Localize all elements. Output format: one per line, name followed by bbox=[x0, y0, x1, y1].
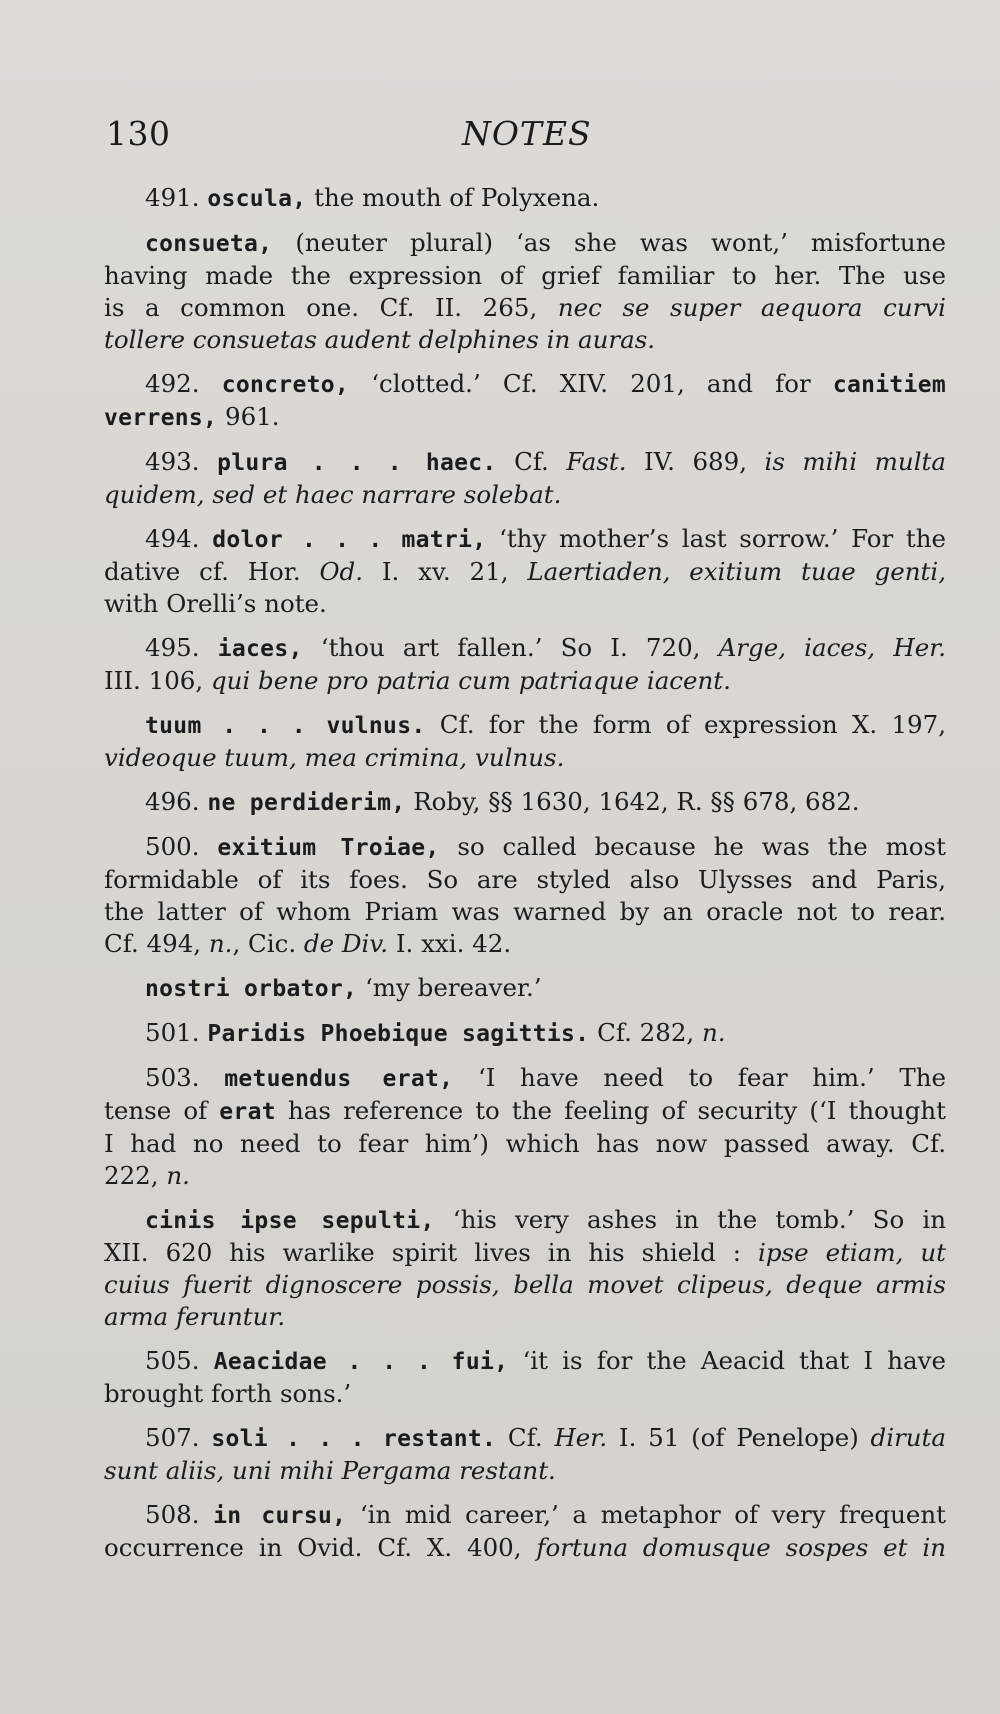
note-text bbox=[200, 832, 218, 861]
note-line bbox=[104, 1062, 946, 1095]
quotation: quidem, sed et haec narrare solebat. bbox=[104, 480, 562, 509]
note-paragraph bbox=[104, 1345, 946, 1410]
note-line bbox=[104, 1301, 946, 1333]
note-paragraph bbox=[104, 1062, 946, 1192]
note-line bbox=[104, 831, 946, 864]
line-ref: 493. bbox=[145, 447, 200, 476]
note-line bbox=[104, 1095, 946, 1128]
note-line bbox=[104, 1160, 946, 1192]
note-paragraph bbox=[104, 1499, 946, 1564]
note-text: so called because he was the most bbox=[439, 832, 946, 861]
line-ref: 495. bbox=[145, 633, 200, 662]
running-head: NOTES bbox=[462, 114, 592, 153]
note-text: I had no need to fear him’) which has now passed away. Cf. bbox=[104, 1129, 946, 1158]
lemma: consueta, bbox=[145, 231, 273, 257]
note-text bbox=[200, 1423, 212, 1452]
lemma: soli . . . restant. bbox=[211, 1426, 497, 1452]
lemma: in cursu, bbox=[213, 1503, 347, 1529]
lemma: Aeacidae . . . fui, bbox=[213, 1349, 509, 1375]
note-text: having made the expression of grief familiar to her. The use bbox=[104, 261, 946, 290]
note-line bbox=[104, 1237, 946, 1269]
note-text: dative cf. Hor. bbox=[104, 557, 320, 586]
note-line bbox=[104, 1422, 946, 1455]
note-line bbox=[104, 665, 946, 697]
lemma: ne perdiderim, bbox=[207, 790, 406, 816]
lemma: cinis ipse sepulti, bbox=[145, 1208, 435, 1234]
line-ref: 492. bbox=[145, 369, 200, 398]
note-text: is a common one. Cf. II. 265, bbox=[104, 293, 558, 322]
note-line bbox=[104, 446, 946, 479]
quotation: arma feruntur. bbox=[104, 1302, 286, 1331]
note-text: XII. 620 his warlike spirit lives in his shield : bbox=[104, 1238, 758, 1267]
note-line bbox=[104, 260, 946, 292]
note-line bbox=[104, 786, 946, 819]
note-line bbox=[104, 742, 946, 774]
quotation: diruta bbox=[870, 1423, 947, 1452]
note-text: Cf. 494, bbox=[104, 929, 209, 958]
note-paragraph bbox=[104, 972, 946, 1005]
note-text bbox=[200, 1346, 214, 1375]
note-line bbox=[104, 292, 946, 324]
note-line bbox=[104, 401, 946, 434]
lemma: oscula, bbox=[207, 186, 307, 212]
note-text bbox=[200, 447, 218, 476]
note-paragraph bbox=[104, 632, 946, 697]
quotation: ipse etiam, ut bbox=[758, 1238, 946, 1267]
note-text: formidable of its foes. So are styled also Ulysses and Paris, bbox=[104, 865, 946, 894]
quotation: n. bbox=[702, 1018, 726, 1047]
quotation: Laertiaden, exitium tuae genti, bbox=[527, 557, 946, 586]
note-paragraph bbox=[104, 709, 946, 774]
quotation: videoque tuum, mea crimina, vulnus. bbox=[104, 743, 565, 772]
note-text: 222, bbox=[104, 1161, 167, 1190]
notes-body bbox=[104, 182, 946, 1576]
line-ref: 501. bbox=[145, 1018, 200, 1047]
note-line bbox=[104, 1345, 946, 1378]
line-ref: 503. bbox=[145, 1063, 200, 1092]
lemma: erat bbox=[219, 1099, 276, 1125]
note-line bbox=[104, 1499, 946, 1532]
note-line bbox=[104, 227, 946, 260]
lemma: Paridis Phoebique sagittis. bbox=[207, 1021, 590, 1047]
note-text: ‘it is for the Aeacid that I have bbox=[508, 1346, 946, 1375]
line-ref: 505. bbox=[145, 1346, 200, 1375]
note-line bbox=[104, 928, 946, 960]
note-line bbox=[104, 632, 946, 665]
note-text: I. xxi. 42. bbox=[388, 929, 512, 958]
line-ref: 491. bbox=[145, 183, 200, 212]
note-paragraph bbox=[104, 1204, 946, 1333]
note-text: the mouth of Polyxena. bbox=[306, 183, 600, 212]
note-text: ‘his very ashes in the tomb.’ So in bbox=[434, 1205, 946, 1234]
note-line bbox=[104, 324, 946, 356]
note-text bbox=[200, 369, 222, 398]
note-line bbox=[104, 523, 946, 556]
note-text: (neuter plural) ‘as she was wont,’ misfortune bbox=[272, 228, 946, 257]
note-text: ‘clotted.’ Cf. XIV. 201, and for bbox=[349, 369, 833, 398]
lemma: exitium Troiae, bbox=[217, 835, 440, 861]
note-line bbox=[104, 1532, 946, 1564]
note-line bbox=[104, 864, 946, 896]
note-paragraph bbox=[104, 831, 946, 960]
line-ref: 500. bbox=[145, 832, 200, 861]
quotation: Od. bbox=[319, 557, 364, 586]
line-ref: 496. bbox=[145, 787, 200, 816]
quotation: Fast. bbox=[566, 447, 627, 476]
quotation: nec se super aequora curvi bbox=[557, 293, 946, 322]
note-text: ‘thy mother’s last sorrow.’ For the bbox=[486, 524, 947, 553]
note-text: III. 106, bbox=[104, 666, 211, 695]
quotation: qui bene pro patria cum patriaque iacent. bbox=[210, 666, 731, 695]
note-line bbox=[104, 1128, 946, 1160]
quotation: fortuna domusque sospes et in bbox=[536, 1533, 946, 1562]
note-text: brought forth sons.’ bbox=[104, 1379, 352, 1408]
note-text: Cf. for the form of expression X. 197, bbox=[425, 710, 946, 739]
quotation: Her. bbox=[554, 1423, 608, 1452]
lemma: plura . . . haec. bbox=[217, 450, 497, 476]
note-text bbox=[200, 524, 213, 553]
note-paragraph bbox=[104, 182, 946, 215]
page-number: 130 bbox=[106, 114, 171, 153]
note-text: I. 51 (of Penelope) bbox=[607, 1423, 871, 1452]
note-text: Cf. 282, bbox=[589, 1018, 702, 1047]
note-text: Cf. bbox=[496, 447, 567, 476]
note-text: ‘I have need to fear him.’ The bbox=[453, 1063, 946, 1092]
note-line bbox=[104, 368, 946, 401]
note-paragraph bbox=[104, 446, 946, 511]
note-line bbox=[104, 1269, 946, 1301]
note-line bbox=[104, 479, 946, 511]
note-text: 961. bbox=[217, 402, 280, 431]
note-text: Roby, §§ 1630, 1642, R. §§ 678, 682. bbox=[405, 787, 860, 816]
note-text: , Cic. bbox=[232, 929, 304, 958]
note-line bbox=[104, 896, 946, 928]
note-text: I. xv. 21, bbox=[363, 557, 528, 586]
lemma: iaces, bbox=[217, 636, 303, 662]
note-line bbox=[104, 1204, 946, 1237]
lemma: canitiem bbox=[832, 372, 946, 398]
lemma: dolor . . . matri, bbox=[212, 527, 487, 553]
note-line bbox=[104, 1455, 946, 1487]
note-text: tense of bbox=[104, 1096, 220, 1125]
note-text: Cf. bbox=[496, 1423, 555, 1452]
note-text: IV. 689, bbox=[626, 447, 765, 476]
quotation: de Div. bbox=[303, 929, 389, 958]
note-line bbox=[104, 1378, 946, 1410]
line-ref: 494. bbox=[145, 524, 200, 553]
line-ref: 508. bbox=[145, 1500, 200, 1529]
note-paragraph bbox=[104, 1422, 946, 1487]
note-text bbox=[200, 1063, 225, 1092]
note-line bbox=[104, 709, 946, 742]
note-text bbox=[200, 1500, 214, 1529]
lemma: concreto, bbox=[221, 372, 350, 398]
note-text bbox=[200, 633, 218, 662]
quotation: is mihi multa bbox=[764, 447, 946, 476]
note-text: the latter of whom Priam was warned by an oracle not to rear. bbox=[104, 897, 946, 926]
lemma: metuendus erat, bbox=[224, 1066, 454, 1092]
note-text: ‘my bereaver.’ bbox=[357, 973, 542, 1002]
quotation: Arge, iaces, Her. bbox=[718, 633, 947, 662]
lemma: verrens, bbox=[104, 405, 218, 431]
note-line bbox=[104, 972, 946, 1005]
note-paragraph bbox=[104, 227, 946, 356]
quotation: cuius fuerit dignoscere possis, bella movet clipeus, deque armis bbox=[104, 1270, 946, 1299]
note-text: ‘thou art fallen.’ So I. 720, bbox=[302, 633, 719, 662]
note-line bbox=[104, 182, 946, 215]
note-paragraph bbox=[104, 786, 946, 819]
note-paragraph bbox=[104, 368, 946, 434]
quotation: tollere consuetas audent delphines in auras. bbox=[104, 325, 656, 354]
lemma: tuum . . . vulnus. bbox=[145, 713, 426, 739]
note-text: occurrence in Ovid. Cf. X. 400, bbox=[104, 1533, 537, 1562]
quotation: n. bbox=[208, 929, 233, 958]
quotation: n. bbox=[166, 1161, 190, 1190]
note-paragraph bbox=[104, 523, 946, 620]
note-paragraph bbox=[104, 1017, 946, 1050]
lemma: nostri orbator, bbox=[145, 976, 358, 1002]
page-header bbox=[106, 114, 946, 164]
note-text: with Orelli’s note. bbox=[104, 589, 327, 618]
note-line bbox=[104, 1017, 946, 1050]
quotation: sunt aliis, uni mihi Pergama restant. bbox=[104, 1456, 556, 1485]
note-line bbox=[104, 588, 946, 620]
note-text: ‘in mid career,’ a metaphor of very frequent bbox=[346, 1500, 946, 1529]
note-text: has reference to the feeling of security (‘I thought bbox=[275, 1096, 946, 1125]
line-ref: 507. bbox=[145, 1423, 200, 1452]
note-line bbox=[104, 556, 946, 588]
